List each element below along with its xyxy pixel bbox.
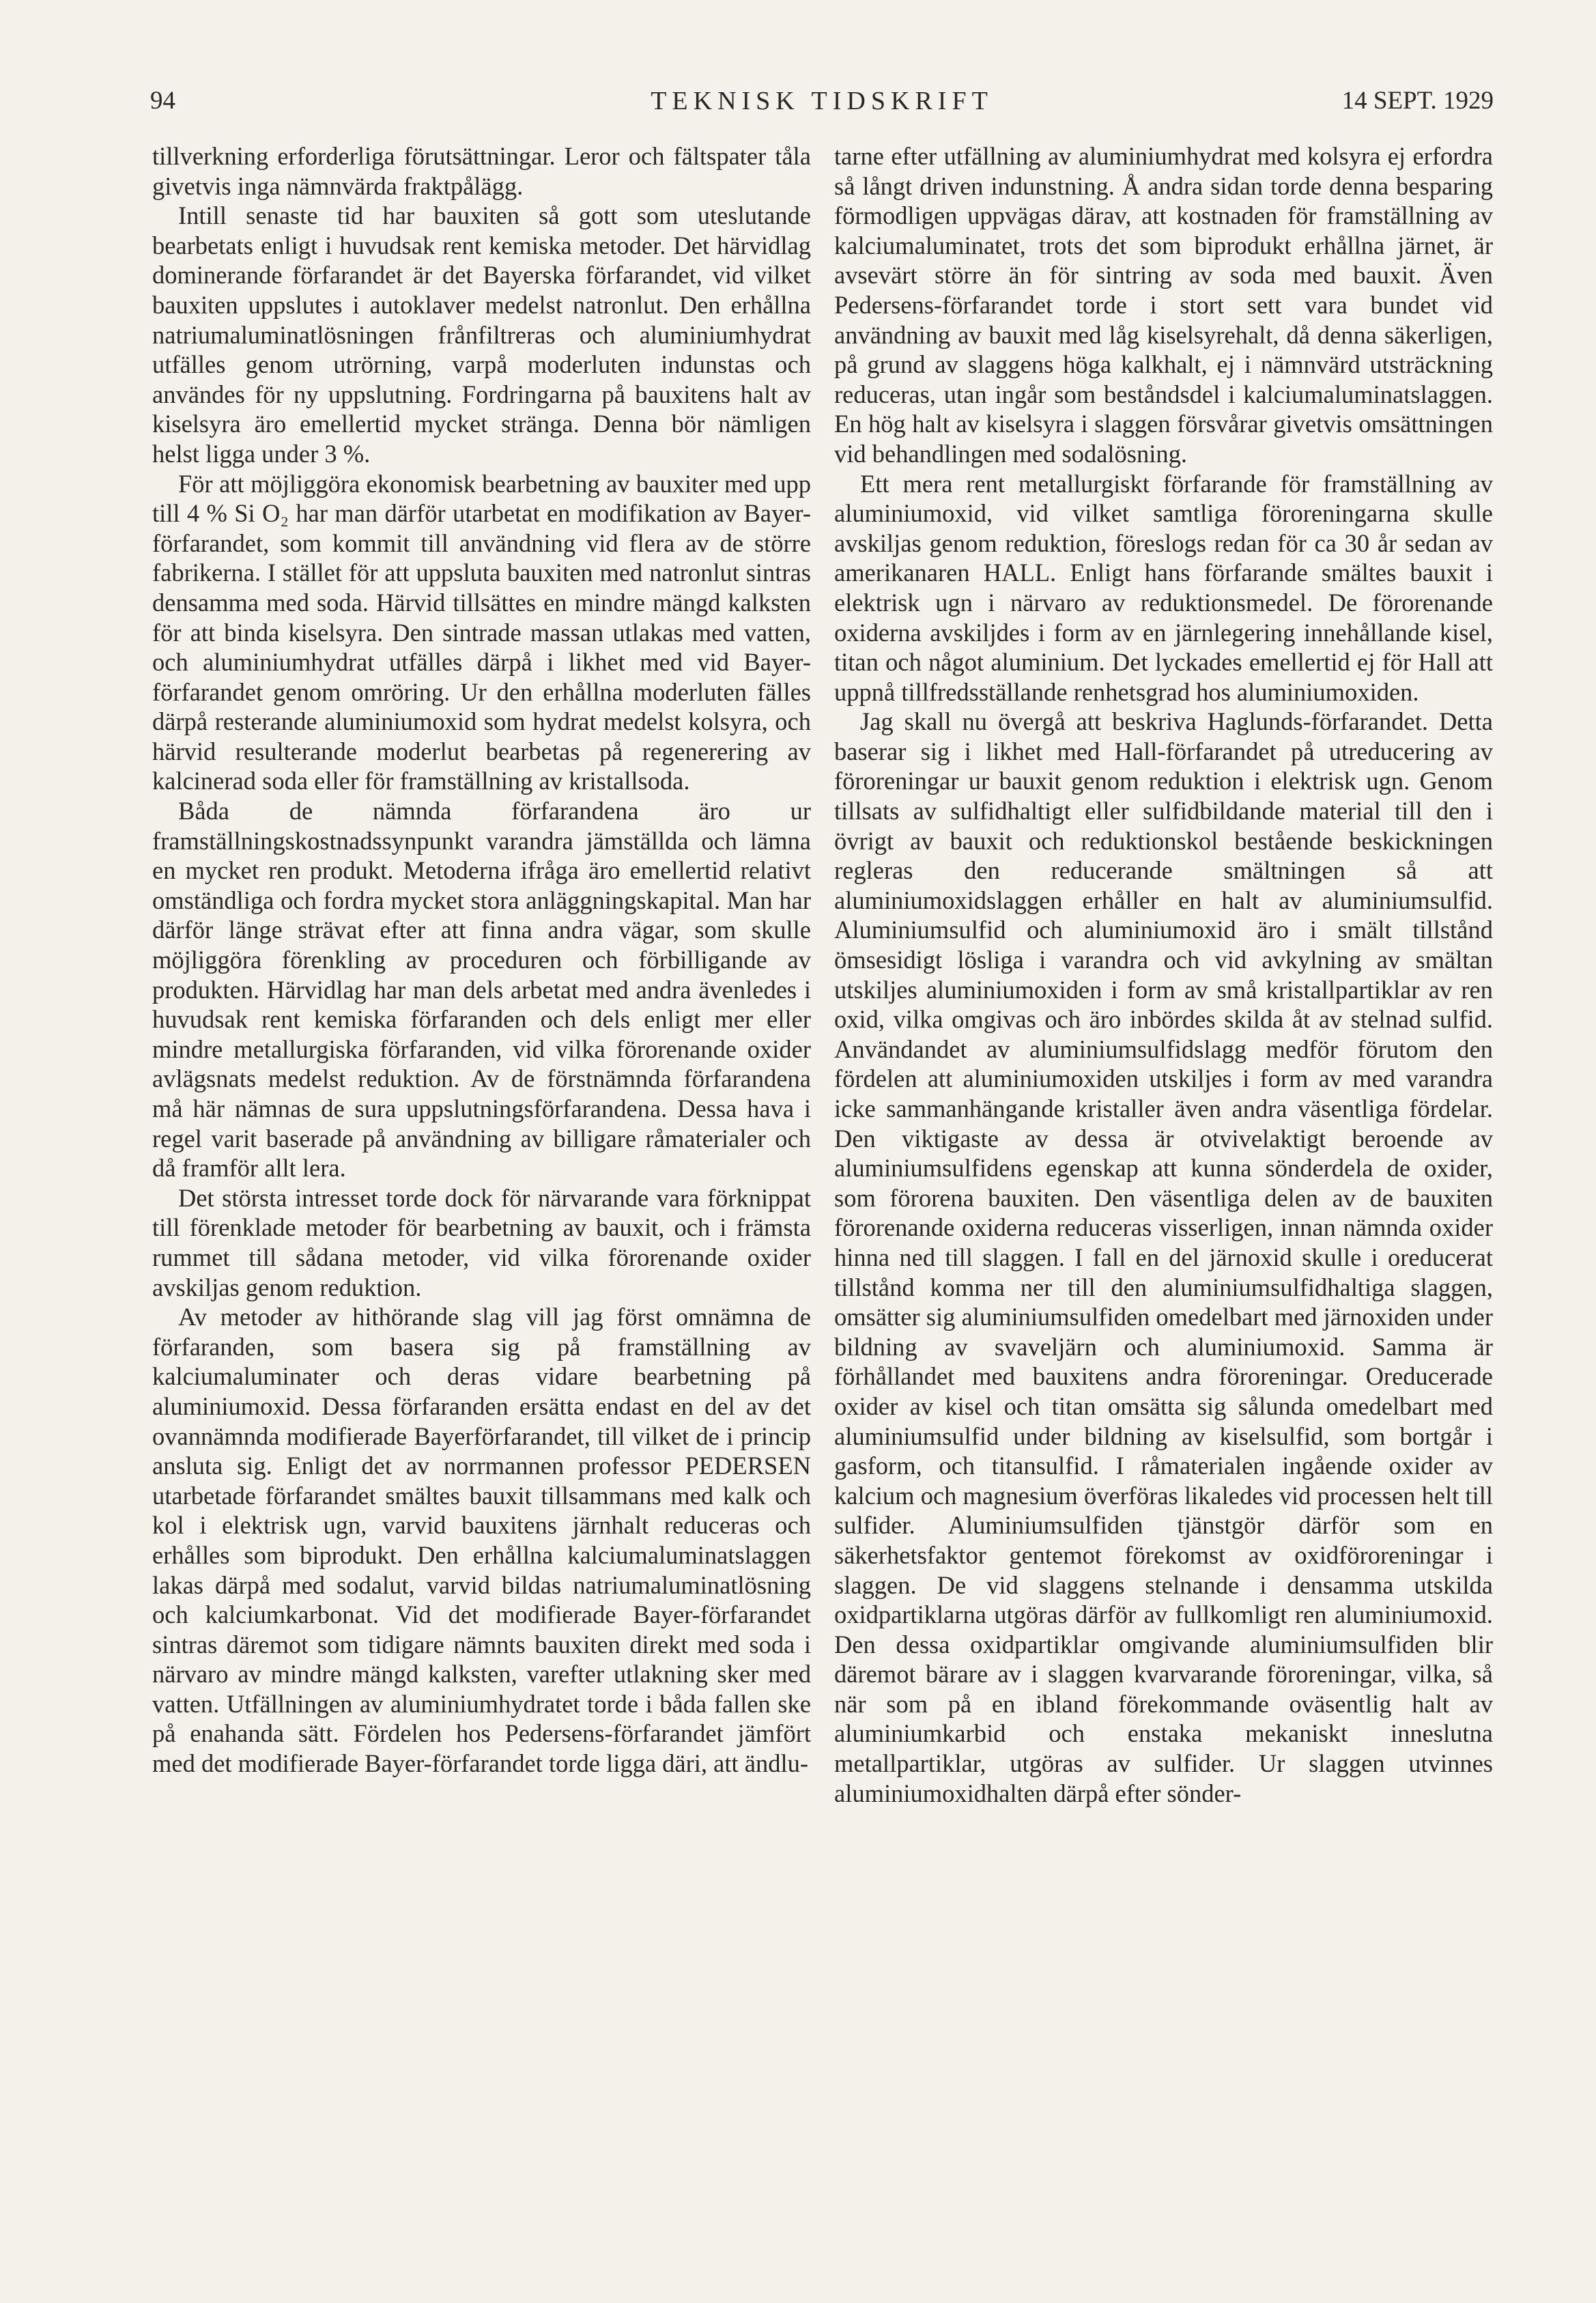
issue-date: 14 SEPT. 1929: [1341, 87, 1494, 115]
journal-title: TEKNISK TIDSKRIFT: [651, 87, 993, 115]
page-number: 94: [150, 87, 175, 115]
paragraph: Ett mera rent metallurgiskt förfarande för framställning av aluminiumoxid, vid vilket samtliga föroreningarna skulle avskiljas genom reduktion, föreslogs redan för ca 30 år sedan av amerikanaren HALL. Enligt hans förfarande smältes bauxit i elektrisk ugn i närvaro av reduktionsmedel. De förorenande oxiderna avskiljdes i form av en järnlegering innehållande kisel, titan och något aluminium. Det lyckades emellertid ej för Hall att uppnå tillfredsställande renhetsgrad hos aluminiumoxiden.: [834, 469, 1493, 706]
paragraph: Båda de nämnda förfarandena äro ur framställningskostnadssynpunkt varandra jämställda och lämna en mycket ren produkt. Metoderna ifråga äro emellertid relativt omständliga och fordra mycket stora anläggningskapital. Man har därför länge strävat efter att finna andra vägar, som skulle möjliggöra förenkling av proceduren och förbilligande av produkten. Härvidlag har man dels arbetat med andra ävenledes i huvudsak rent kemiska förfaranden och dels enligt mer eller mindre metallurgiska förfaranden, vid vilka förorenande oxider avlägsnats medelst reduktion. Av de förstnämnda förfarandena må här nämnas de sura uppslutningsförfarandena. Dessa hava i regel varit baserade på användning av billigare råmaterialer och då framför allt lera.: [152, 797, 811, 1183]
running-header: [150, 82, 1494, 123]
paragraph: tarne efter utfällning av aluminiumhydrat med kolsyra ej erfordra så långt driven indunstning. Å andra sidan torde denna besparing förmodligen uppvägas därav, att kostnaden för framställning av kalciumaluminatet, trots det som biprodukt erhållna järnet, är avsevärt större än för sintring av soda med bauxit. Även Pedersens-förfarandet torde i stort sett vara bundet vid användning av bauxit med låg kiselsyrehalt, då denna säkerligen, på grund av slaggens höga kalkhalt, ej i nämnvärd utsträckning reduceras, utan ingår som beståndsdel i kalciumaluminatslaggen. En hög halt av kiselsyra i slaggen försvårar givetvis omsättningen vid behandlingen med sodalösning.: [834, 142, 1493, 468]
paragraph: Jag skall nu övergå att beskriva Haglunds-förfarandet. Detta baserar sig i likhet med Hall-förfarandet på utreducering av föroreningar ur bauxit genom reduktion i elektrisk ugn. Genom tillsats av sulfidhaltigt eller sulfidbildande material till den i övrigt av bauxit och reduktionskol bestående beskickningen regleras den reducerande smältningen så att aluminiumoxidslaggen erhåller en halt av aluminiumsulfid. Aluminiumsulfid och aluminiumoxid äro i smält tillstånd ömsesidigt lösliga i varandra och vid avkylning av smältan utskiljes aluminiumoxiden i form av små kristallpartiklar av ren oxid, vilka omgivas och äro inbördes skilda åt av stelnad sulfid. Användandet av aluminiumsulfidslagg medför förutom den fördelen att aluminiumoxiden utskiljes i form av med varandra icke sammanhängande kristaller även andra väsentliga fördelar. Den viktigaste av dessa är otvivelaktigt beroende av aluminiumsulfidens egenskap att kunna sönderdela de oxider, som förorena bauxiten. Den väsentliga delen av de bauxiten förorenande oxiderna reduceras visserligen, innan nämnda oxider hinna ned till slaggen. I fall en del järnoxid skulle i oreducerat tillstånd komma ner till den aluminiumsulfidhaltiga slaggen, omsätter sig aluminiumsulfiden omedelbart med järnoxiden under bildning av svaveljärn och aluminiumoxid. Samma är förhållandet med bauxitens andra föroreningar. Oreducerade oxider av kisel och titan omsätta sig sålunda omedelbart med aluminiumsulfid under bildning av kiselsulfid, som bortgår i gasform, och titansulfid. I råmaterialen ingående oxider av kalcium och magnesium överföras likaledes vid processen helt till sulfider. Aluminiumsulfiden tjänstgör därför som en säkerhetsfaktor gentemot förekomst av oxidföroreningar i slaggen. De vid slaggens stelnande i densamma utskilda oxidpartiklarna utgöras därför av fullkomligt ren aluminiumoxid. Den dessa oxidpartiklar omgivande aluminiumsulfiden blir däremot bärare av i slaggen kvarvarande föroreningar, vilka, så när som på en ibland förekommande oväsentlig halt av aluminiumkarbid och enstaka mekaniskt inneslutna metallpartiklar, utgöras av sulfider. Ur slaggen utvinnes aluminiumoxidhalten därpå efter sönder-: [834, 707, 1493, 1807]
paragraph: tillverkning erforderliga förutsättningar. Leror och fältspater tåla givetvis inga nämnvärda fraktpålägg.: [152, 142, 811, 200]
paragraph: Det största intresset torde dock för närvarande vara förknippat till förenklade metoder för bearbetning av bauxit, och i främsta rummet till sådana metoder, vid vilka förorenande oxider avskiljas genom reduktion.: [152, 1183, 811, 1301]
right-column: [834, 141, 1493, 1808]
paragraph: Intill senaste tid har bauxiten så gott som uteslutande bearbetats enligt i huvudsak rent kemiska metoder. Det härvidlag dominerande förfarandet är det Bayerska förfarandet, vid vilket bauxiten uppslutes i autoklaver medelst natronlut. Den erhållna natriumaluminatlösningen frånfiltreras och aluminiumhydrat utfälles genom utrörning, varpå moderluten indunstas och användes för ny uppslutning. Fordringarna på bauxitens halt av kiselsyra äro emellertid mycket stränga. Denna bör nämligen helst ligga under 3 %.: [152, 201, 811, 468]
paragraph: För att möjliggöra ekonomisk bearbetning av bauxiter med upp till 4 % Si O₂ har man därför utarbetat en modifikation av Bayer-förfarandet, som kommit till användning vid flera av de större fabrikerna. I stället för att uppsluta bauxiten med natronlut sintras densamma med soda. Härvid tillsättes en mindre mängd kalksten för att binda kiselsyra. Den sintrade massan utlakas med vatten, och aluminiumhydrat utfälles därpå i likhet med vid Bayer-förfarandet genom omröring. Ur den erhållna moderluten fälles därpå resterande aluminiumoxid som hydrat medelst kolsyra, och härvid resulterande moderlut bearbetas på regenerering av kalcinerad soda eller för framställning av kristallsoda.: [152, 469, 811, 795]
paragraph: Av metoder av hithörande slag vill jag först omnämna de förfaranden, som basera sig på framställning av kalciumaluminater och deras vidare bearbetning på aluminiumoxid. Dessa förfaranden ersätta endast en del av det ovannämnda modifierade Bayerförfarandet, till vilket de i princip ansluta sig. Enligt det av norrmannen professor PEDERSEN utarbetade förfarandet smältes bauxit tillsammans med kalk och kol i elektrisk ugn, varvid bauxitens järnhalt reduceras och erhålles som biprodukt. Den erhållna kalciumaluminatslaggen lakas därpå med sodalut, varvid bildas natriumaluminatlösning och kalciumkarbonat. Vid det modifierade Bayer-förfarandet sintras däremot som tidigare nämnts bauxiten direkt med soda i närvaro av mindre mängd kalksten, varefter utlakning sker med vatten. Utfällningen av aluminiumhydratet torde i båda fallen ske på enahanda sätt. Fördelen hos Pedersens-förfarandet jämfört med det modifierade Bayer-förfarandet torde ligga däri, att ändlu-: [152, 1303, 811, 1778]
left-column: [152, 141, 811, 1779]
